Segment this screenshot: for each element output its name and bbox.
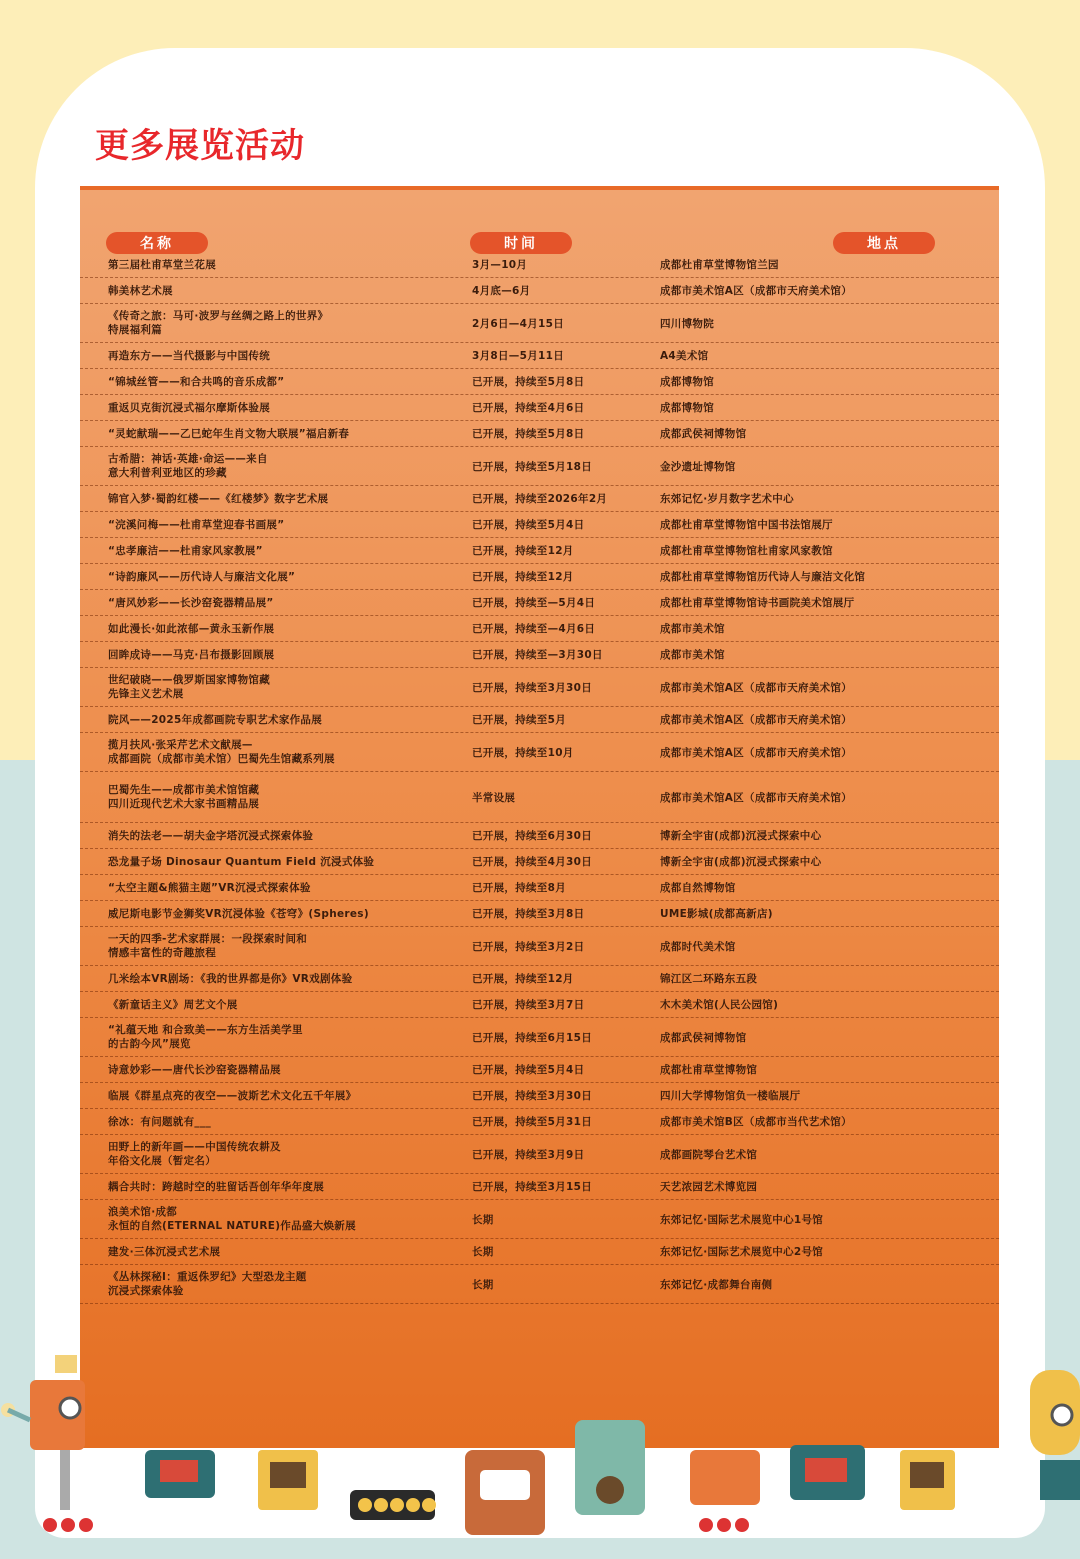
exhibition-name-line: 恐龙量子场 Dinosaur Quantum Field 沉浸式体验: [108, 855, 375, 868]
exhibition-name: [80, 1140, 444, 1168]
exhibition-time: 已开展，持续至—5月4日: [472, 597, 596, 609]
exhibition-time: 已开展，持续至—3月30日: [472, 649, 603, 661]
exhibition-name-line: 再造东方——当代摄影与中国传统: [108, 349, 270, 362]
table-row: [80, 304, 999, 343]
exhibition-place: 四川博物院: [660, 317, 714, 330]
exhibition-time: 长期: [472, 1246, 494, 1258]
exhibition-time: 已开展，持续至12月: [472, 545, 574, 557]
exhibition-name: [80, 1245, 444, 1259]
exhibition-name-line: 第三届杜甫草堂兰花展: [108, 258, 216, 271]
exhibition-name-line: “太空主题&熊猫主题”VR沉浸式探索体验: [108, 881, 311, 894]
exhibition-name: [80, 375, 444, 389]
exhibition-name: [80, 932, 444, 960]
exhibition-name: [80, 648, 444, 662]
table-row: [80, 486, 999, 512]
table-row: [80, 1265, 999, 1304]
table-row: [80, 992, 999, 1018]
exhibition-name: [80, 427, 444, 441]
table-row: [80, 252, 999, 278]
exhibition-time: 已开展，持续至5月4日: [472, 1064, 585, 1076]
exhibition-place: 成都杜甫草堂博物馆杜甫家风家教馆: [660, 545, 833, 557]
table-body: [80, 252, 999, 1304]
exhibition-name-line: 威尼斯电影节金狮奖VR沉浸体验《苍穹》(Spheres): [108, 907, 369, 920]
exhibition-name: [80, 309, 444, 337]
exhibition-name-line: “忠孝廉洁——杜甫家风家教展”: [108, 544, 263, 557]
table-row: [80, 1239, 999, 1265]
exhibition-name-line: 四川近现代艺术大家书画精品展: [108, 798, 260, 810]
exhibition-time: 长期: [472, 1213, 494, 1226]
exhibition-place: 成都杜甫草堂博物馆中国书法馆展厅: [660, 519, 833, 531]
exhibition-name-line: 重返贝克街沉浸式福尔摩斯体验展: [108, 401, 270, 414]
exhibition-place: 成都市美术馆: [660, 623, 725, 635]
table-row: [80, 564, 999, 590]
exhibition-time: 已开展，持续至12月: [472, 973, 574, 985]
exhibition-name-line: “礼蕴天地 和合致美——东方生活美学里: [108, 1024, 303, 1036]
exhibition-name: [80, 998, 444, 1012]
exhibition-place: 天艺浓园艺术博览园: [660, 1181, 758, 1193]
exhibition-name-line: 永恒的自然(ETERNAL NATURE)作品盛大焕新展: [108, 1220, 356, 1232]
exhibition-place: 成都市美术馆A区（成都市天府美术馆）: [660, 285, 853, 297]
exhibition-name-line: 沉浸式探索体验: [108, 1285, 184, 1297]
exhibition-name-line: 徐冰：有问题就有___: [108, 1115, 212, 1128]
exhibition-place: 成都博物馆: [660, 402, 714, 414]
exhibition-name-line: 如此漫长·如此浓郁—黄永玉新作展: [108, 622, 275, 635]
table-row: [80, 707, 999, 733]
exhibition-name-line: 临展《群星点亮的夜空——波斯艺术文化五千年展》: [108, 1089, 357, 1102]
exhibition-name-line: 消失的法老——胡夫金字塔沉浸式探索体验: [108, 829, 314, 842]
header-place: 地点: [833, 232, 935, 254]
table-row: [80, 1083, 999, 1109]
exhibition-name-line: 韩美林艺术展: [108, 284, 173, 297]
exhibition-name: [80, 518, 444, 532]
exhibition-time: 已开展，持续至3月30日: [472, 1090, 593, 1102]
header-name: 名称: [106, 232, 208, 254]
exhibition-name-line: 院风——2025年成都画院专职艺术家作品展: [108, 713, 323, 726]
exhibition-name: [80, 622, 444, 636]
table-row: [80, 733, 999, 772]
exhibition-name-line: “浣溪问梅——杜甫草堂迎春书画展”: [108, 518, 285, 531]
exhibition-place: 成都博物馆: [660, 376, 714, 388]
table-row: [80, 966, 999, 992]
exhibition-place: UME影城(成都高新店): [660, 908, 773, 920]
exhibition-time: 4月底—6月: [472, 285, 531, 297]
table-row: [80, 642, 999, 668]
exhibition-table: [80, 186, 999, 1448]
exhibition-time: 已开展，持续至5月18日: [472, 460, 593, 473]
exhibition-place: 成都杜甫草堂博物馆: [660, 1064, 758, 1076]
exhibition-name: [80, 492, 444, 506]
exhibition-name-line: 古希腊：神话·英雄·命运——来自: [108, 453, 268, 465]
table-row: [80, 927, 999, 966]
exhibition-time: 已开展，持续至5月31日: [472, 1116, 593, 1128]
exhibition-place: 成都市美术馆A区（成都市天府美术馆）: [660, 791, 853, 804]
exhibition-name: [80, 783, 444, 811]
table-row: [80, 369, 999, 395]
exhibition-time: 已开展，持续至10月: [472, 746, 574, 759]
exhibition-place: 成都市美术馆: [660, 649, 725, 661]
table-row: [80, 668, 999, 707]
table-row: [80, 616, 999, 642]
table-row: [80, 772, 999, 823]
exhibition-time: 长期: [472, 1278, 494, 1291]
exhibition-name: [80, 401, 444, 415]
exhibition-name: [80, 1205, 444, 1233]
exhibition-place: 成都杜甫草堂博物馆诗书画院美术馆展厅: [660, 597, 855, 609]
exhibition-time: 3月8日—5月11日: [472, 350, 565, 362]
exhibition-time: 已开展，持续至3月2日: [472, 940, 585, 953]
exhibition-name-line: 的古韵今风”展览: [108, 1038, 191, 1050]
table-row: [80, 1174, 999, 1200]
exhibition-place: 东郊记忆·国际艺术展览中心2号馆: [660, 1246, 824, 1258]
exhibition-place: 成都自然博物馆: [660, 882, 736, 894]
table-row: [80, 901, 999, 927]
exhibition-name: [80, 738, 444, 766]
table-row: [80, 849, 999, 875]
exhibition-place: A4美术馆: [660, 350, 709, 362]
exhibition-place: 木木美术馆(人民公园馆): [660, 999, 779, 1011]
exhibition-time: 已开展，持续至3月8日: [472, 908, 585, 920]
exhibition-time: 已开展，持续至8月: [472, 882, 567, 894]
exhibition-name: [80, 881, 444, 895]
exhibition-place: 成都时代美术馆: [660, 940, 736, 953]
exhibition-name-line: “诗韵廉风——历代诗人与廉洁文化展”: [108, 570, 296, 583]
exhibition-name-line: 浪美术馆·成都: [108, 1206, 178, 1218]
exhibition-name: [80, 1023, 444, 1051]
header-time: 时间: [470, 232, 572, 254]
exhibition-place: 成都市美术馆A区（成都市天府美术馆）: [660, 746, 853, 759]
exhibition-name-line: 《丛林探秘I：重返侏罗纪》大型恐龙主题: [108, 1271, 307, 1283]
exhibition-name-line: 几米绘本VR剧场：《我的世界都是你》VR戏剧体验: [108, 972, 353, 985]
exhibition-name: [80, 570, 444, 584]
exhibition-name-line: 《新童话主义》周艺文个展: [108, 998, 238, 1011]
table-row: [80, 1135, 999, 1174]
exhibition-time: 已开展，持续至6月15日: [472, 1031, 593, 1044]
exhibition-name: [80, 829, 444, 843]
exhibition-name: [80, 855, 444, 869]
exhibition-name-line: 建发·三体沉浸式艺术展: [108, 1245, 221, 1258]
exhibition-place: 博新全宇宙(成都)沉浸式探索中心: [660, 856, 822, 868]
exhibition-name: [80, 1063, 444, 1077]
table-row: [80, 875, 999, 901]
exhibition-name: [80, 673, 444, 701]
exhibition-name: [80, 1089, 444, 1103]
exhibition-name: [80, 1115, 444, 1129]
exhibition-place: 四川大学博物馆负一楼临展厅: [660, 1090, 801, 1102]
exhibition-place: 东郊记忆·国际艺术展览中心1号馆: [660, 1213, 824, 1226]
exhibition-name-line: 回眸成诗——马克·吕布摄影回顾展: [108, 648, 275, 661]
exhibition-name: [80, 907, 444, 921]
exhibition-name: [80, 452, 444, 480]
table-row: [80, 1057, 999, 1083]
exhibition-name-line: 《传奇之旅：马可·波罗与丝绸之路上的世界》: [108, 310, 329, 322]
exhibition-place: 成都画院琴台艺术馆: [660, 1148, 758, 1161]
exhibition-name-line: 特展福利篇: [108, 324, 162, 336]
table-row: [80, 1109, 999, 1135]
exhibition-place: 东郊记忆·成都舞台南侧: [660, 1278, 773, 1291]
exhibition-name-line: “灵蛇献瑞——乙巳蛇年生肖文物大联展”福启新春: [108, 427, 350, 440]
exhibition-name-line: 意大利普利亚地区的珍藏: [108, 467, 227, 479]
exhibition-place: 成都市美术馆A区（成都市天府美术馆）: [660, 681, 853, 694]
exhibition-name: [80, 972, 444, 986]
exhibition-place: 博新全宇宙(成都)沉浸式探索中心: [660, 830, 822, 842]
exhibition-name-line: “唐风妙彩——长沙窑瓷器精品展”: [108, 596, 274, 609]
exhibition-name: [80, 349, 444, 363]
exhibition-time: 已开展，持续至5月4日: [472, 519, 585, 531]
exhibition-name-line: 耦合共时：跨越时空的驻留话吾创年华年度展: [108, 1180, 324, 1193]
table-row: [80, 1200, 999, 1239]
exhibition-place: 成都杜甫草堂博物馆兰园: [660, 259, 779, 271]
exhibition-name: [80, 1270, 444, 1298]
exhibition-place: 东郊记忆·岁月数字艺术中心: [660, 493, 794, 505]
exhibition-name: [80, 1180, 444, 1194]
exhibition-name-line: “锦城丝管——和合共鸣的音乐成都”: [108, 375, 285, 388]
exhibition-name-line: 一天的四季-艺术家群展：一段探索时间和: [108, 933, 308, 945]
exhibition-time: 已开展，持续至5月8日: [472, 428, 585, 440]
exhibition-name-line: 成都画院（成都市美术馆）巴蜀先生馆藏系列展: [108, 753, 335, 765]
exhibition-time: 已开展，持续至5月8日: [472, 376, 585, 388]
exhibition-name-line: 巴蜀先生——成都市美术馆馆藏: [108, 784, 260, 796]
exhibition-place: 金沙遗址博物馆: [660, 460, 736, 473]
exhibition-time: 已开展，持续至3月30日: [472, 681, 593, 694]
exhibition-name-line: 年俗文化展（暂定名）: [108, 1155, 216, 1167]
exhibition-time: 已开展，持续至—4月6日: [472, 623, 596, 635]
exhibition-time: 已开展，持续至4月6日: [472, 402, 585, 414]
table-row: [80, 590, 999, 616]
exhibition-time: 已开展，持续至12月: [472, 571, 574, 583]
exhibition-place: 成都武侯祠博物馆: [660, 1031, 747, 1044]
exhibition-name-line: 揽月扶风·张采芹艺术文献展—: [108, 739, 253, 751]
table-row: [80, 343, 999, 369]
table-row: [80, 421, 999, 447]
exhibition-time: 2月6日—4月15日: [472, 317, 565, 330]
page-title: 更多展览活动: [95, 126, 305, 166]
exhibition-name: [80, 284, 444, 298]
exhibition-name-line: 田野上的新年画——中国传统农耕及: [108, 1141, 281, 1153]
exhibition-time: 已开展，持续至6月30日: [472, 830, 593, 842]
exhibition-name-line: 诗意妙彩——唐代长沙窑瓷器精品展: [108, 1063, 281, 1076]
exhibition-place: 成都市美术馆B区（成都市当代艺术馆）: [660, 1116, 852, 1128]
table-row: [80, 447, 999, 486]
table-row: [80, 512, 999, 538]
table-row: [80, 1018, 999, 1057]
exhibition-name-line: 世纪破晓——俄罗斯国家博物馆藏: [108, 674, 270, 686]
exhibition-time: 已开展，持续至2026年2月: [472, 493, 608, 505]
table-row: [80, 823, 999, 849]
table-row: [80, 538, 999, 564]
exhibition-time: 已开展，持续至4月30日: [472, 856, 593, 868]
exhibition-name-line: 情感丰富性的奇趣旅程: [108, 947, 216, 959]
table-row: [80, 395, 999, 421]
exhibition-name: [80, 544, 444, 558]
exhibition-place: 成都市美术馆A区（成都市天府美术馆）: [660, 714, 853, 726]
table-row: [80, 278, 999, 304]
exhibition-time: 已开展，持续至5月: [472, 714, 567, 726]
exhibition-time: 3月—10月: [472, 259, 528, 271]
exhibition-time: 已开展，持续至3月15日: [472, 1181, 593, 1193]
exhibition-name: [80, 258, 444, 272]
exhibition-place: 成都杜甫草堂博物馆历代诗人与廉洁文化馆: [660, 571, 866, 583]
table-header: [80, 190, 999, 252]
exhibition-place: 锦江区二环路东五段: [660, 973, 758, 985]
exhibition-time: 半常设展: [472, 791, 516, 804]
exhibition-name: [80, 713, 444, 727]
exhibition-name-line: 先锋主义艺术展: [108, 688, 184, 700]
exhibition-place: 成都武侯祠博物馆: [660, 428, 747, 440]
exhibition-name: [80, 596, 444, 610]
exhibition-time: 已开展，持续至3月9日: [472, 1148, 585, 1161]
exhibition-name-line: 锦官入梦·蜀韵红楼——《红楼梦》数字艺术展: [108, 492, 329, 505]
exhibition-time: 已开展，持续至3月7日: [472, 999, 585, 1011]
